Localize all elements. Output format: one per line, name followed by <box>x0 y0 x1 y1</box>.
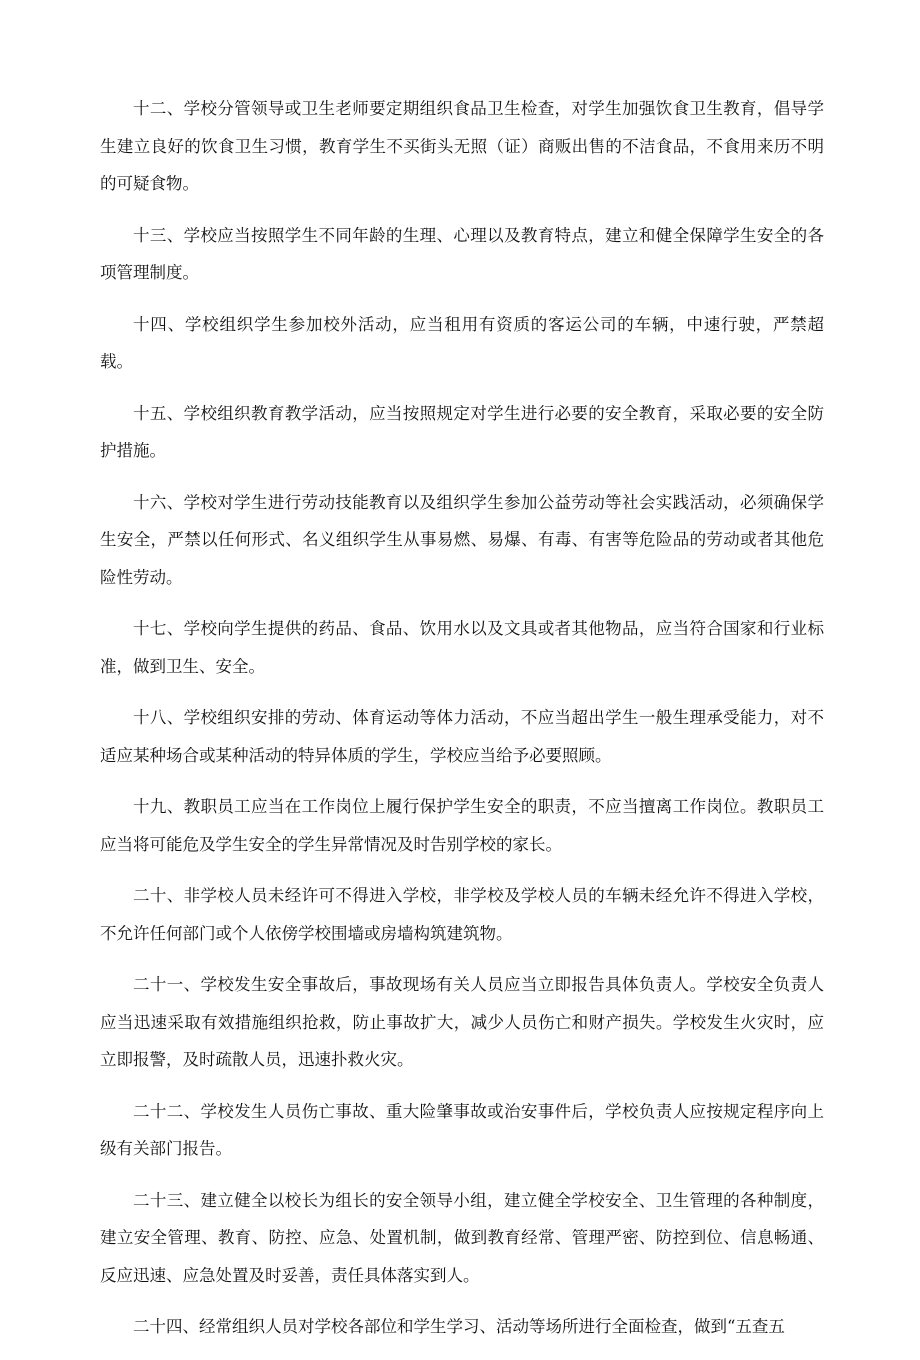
paragraph-15: 十五、学校组织教育教学活动，应当按照规定对学生进行必要的安全教育，采取必要的安全防护措施。 <box>100 403 824 460</box>
paragraph-18: 十八、学校组织安排的劳动、体育运动等体力活动，不应当超出学生一般生理承受能力，对不适应某种场合或某种活动的特异体质的学生，学校应当给予必要照顾。 <box>100 708 824 765</box>
paragraph-14: 十四、学校组织学生参加校外活动，应当租用有资质的客运公司的车辆，中速行驶，严禁超载。 <box>100 314 824 371</box>
paragraph-19: 十九、教职员工应当在工作岗位上履行保护学生安全的职责，不应当擅离工作岗位。教职员工应当将可能危及学生安全的学生异常情况及时告别学校的家长。 <box>100 797 824 854</box>
paragraph-23: 二十三、建立健全以校长为组长的安全领导小组，建立健全学校安全、卫生管理的各种制度，建立安全管理、教育、防控、应急、处置机制，做到教育经常、管理严密、防控到位、信息畅通、反应迅速、应急处置及时妥善，责任具体落实到人。 <box>100 1190 824 1285</box>
paragraph-24: 二十四、经常组织人员对学校各部位和学生学习、活动等场所进行全面检查，做到“五查五 <box>133 1317 785 1336</box>
paragraph-21: 二十一、学校发生安全事故后，事故现场有关人员应当立即报告具体负责人。学校安全负责人应当迅速采取有效措施组织抢救，防止事故扩大，减少人员伤亡和财产损失。学校发生火灾时，应立即报警，及时疏散人员，迅速扑救火灾。 <box>100 975 824 1069</box>
paragraph-13: 十三、学校应当按照学生不同年龄的生理、心理以及教育特点，建立和健全保障学生安全的各项管理制度。 <box>100 225 824 282</box>
paragraph-22: 二十二、学校发生人员伤亡事故、重大险肇事故或治安事件后，学校负责人应按规定程序向上级有关部门报告。 <box>100 1101 824 1158</box>
paragraph-12: 十二、学校分管领导或卫生老师要定期组织食品卫生检查，对学生加强饮食卫生教育，倡导学生建立良好的饮食卫生习惯，教育学生不买街头无照（证）商贩出售的不洁食品，不食用来历不明的可疑食物。 <box>100 99 824 193</box>
paragraph-17: 十七、学校向学生提供的药品、食品、饮用水以及文具或者其他物品，应当符合国家和行业标准，做到卫生、安全。 <box>100 619 824 676</box>
paragraph-16: 十六、学校对学生进行劳动技能教育以及组织学生参加公益劳动等社会实践活动，必须确保学生安全，严禁以任何形式、名义组织学生从事易燃、易爆、有毒、有害等危险品的劳动或者其他危险性劳动。 <box>100 492 824 587</box>
paragraph-20: 二十、非学校人员未经许可不得进入学校，非学校及学校人员的车辆未经允许不得进入学校，不允许任何部门或个人依傍学校围墙或房墙构筑建筑物。 <box>100 886 824 943</box>
document-body <box>100 90 824 1360</box>
